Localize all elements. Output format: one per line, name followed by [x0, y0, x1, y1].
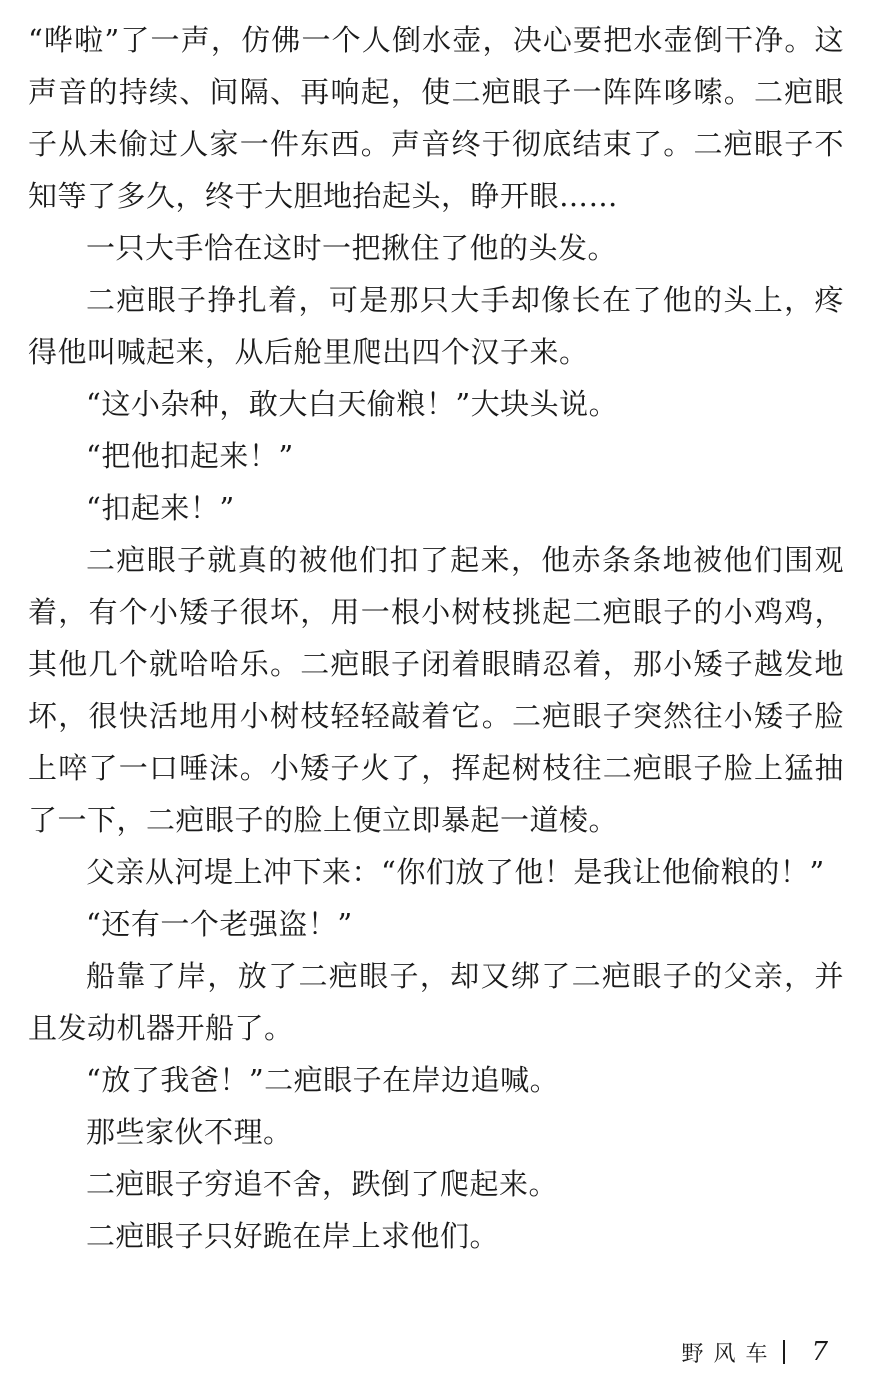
paragraph: “还有一个老强盗！” — [86, 907, 353, 941]
page-number: 7 — [811, 1337, 828, 1367]
paragraph: “扣起来！” — [86, 491, 235, 525]
paragraph: “把他扣起来！” — [86, 439, 294, 473]
paragraph: 船靠了岸，放了二疤眼子，却又绑了二疤眼子的父亲，并且发动机器开船了。 — [28, 959, 844, 1045]
paragraph: 那些家伙不理。 — [86, 1115, 293, 1149]
running-title: 野风车 — [681, 1341, 778, 1367]
paragraph: 一只大手恰在这时一把揪住了他的头发。 — [86, 231, 618, 265]
paragraph: 二疤眼子挣扎着，可是那只大手却像长在了他的头上，疼得他叫喊起来，从后舱里爬出四个汉子来。 — [28, 283, 844, 369]
paragraph: “这小杂种，敢大白天偷粮！”大块头说。 — [86, 387, 619, 421]
paragraph: 二疤眼子就真的被他们扣了起来，他赤条条地被他们围观着，有个小矮子很坏，用一根小树枝挑起二疤眼子的小鸡鸡，其他几个就哈哈乐。二疤眼子闭着眼睛忍着，那小矮子越发地坏，很快活地用小树枝轻轻敲着它。二疤眼子突然往小矮子脸上啐了一口唾沫。小矮子火了，挥起树枝往二疤眼子脸上猛抽了一下，二疤眼子的脸上便立即暴起一道棱。 — [28, 543, 844, 837]
paragraph: “放了我爸！”二疤眼子在岸边追喊。 — [86, 1063, 560, 1097]
paragraph: “哗啦”了一声，仿佛一个人倒水壶，决心要把水壶倒干净。这声音的持续、间隔、再响起，使二疤眼子一阵阵哆嗦。二疤眼子从未偷过人家一件东西。声音终于彻底结束了。二疤眼子不知等了多久，终于大胆地抬起头，睁开眼…… — [28, 23, 844, 213]
body-text — [28, 14, 844, 1262]
paragraph: 二疤眼子只好跪在岸上求他们。 — [86, 1219, 500, 1253]
paragraph: 二疤眼子穷追不舍，跌倒了爬起来。 — [86, 1167, 559, 1201]
page-footer — [681, 1332, 828, 1372]
paragraph: 父亲从河堤上冲下来：“你们放了他！是我让他偷粮的！” — [86, 855, 825, 889]
footer-divider — [783, 1340, 785, 1364]
